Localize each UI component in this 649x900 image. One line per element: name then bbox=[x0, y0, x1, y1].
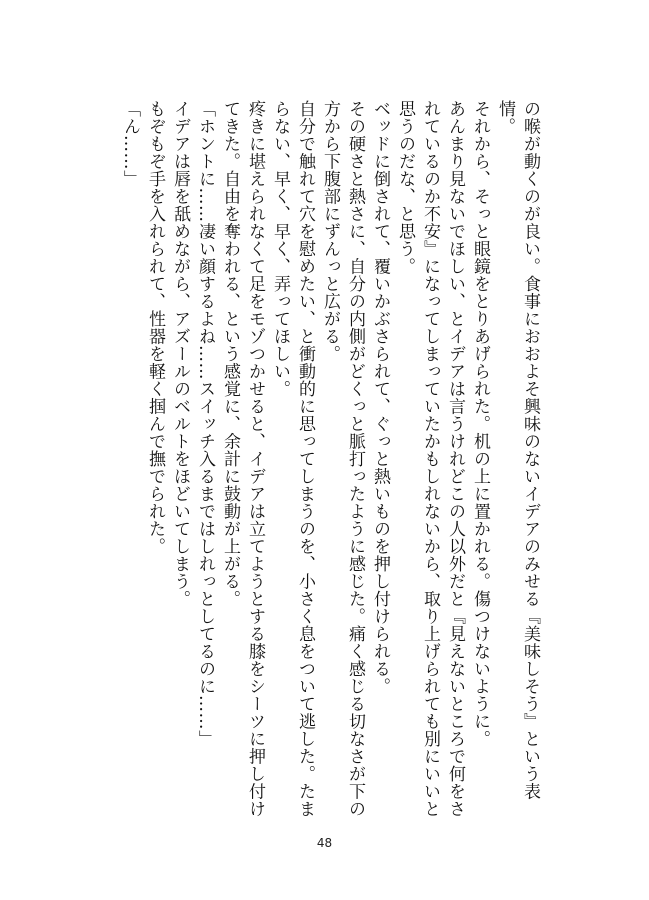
paragraph: もぞもぞ手を入れられて、性器を軽く掴んで撫でられた。 bbox=[145, 100, 165, 555]
paragraph: それから、そっと眼鏡をとりあげられた。机の上に置かれる。傷つけないように。 bbox=[470, 100, 490, 748]
paragraph: ベッドに倒されて、覆いかぶさられて、ぐっと熱いものを押し付けられる。 bbox=[370, 100, 390, 695]
dialogue-line: 「ん……」 bbox=[120, 100, 140, 188]
paragraph: あんまり見ないでほしい、とイデアは言うけれどこの人以外だと『見えないところで何をされているのか不安』になってしまっていたかもしれないから、取り上げられても別にいいと思うのだな、と思う。 bbox=[395, 100, 465, 818]
dialogue-line: 「ホントに……凄い顔するよね……スイッチ入るまではしれっとしてるのに……」 bbox=[195, 100, 215, 748]
page-number: 48 bbox=[316, 836, 333, 850]
paragraph: の喉が動くのが良い。食事におおよそ興味のないイデアのみせる『美味しそう』という表情。 bbox=[495, 100, 540, 800]
vertical-text-block bbox=[112, 100, 542, 820]
paragraph: 疼きに堪えられなくて足をモゾつかせると、イデアは立てようとする膝をシーツに押し付けてきた。自由を奪われる、という感覚に、余計に鼓動が上がる。 bbox=[220, 100, 265, 818]
paragraph: イデアは唇を舐めながら、アズールのベルトをほどいてしまう。 bbox=[170, 100, 190, 608]
paragraph: 自分で触れて穴を慰めたい、と衝動的に思ってしまうのを、小さく息をついて逃した。たまらない、早く、早く、弄ってほしい。 bbox=[270, 100, 315, 818]
paragraph: その硬さと熱さに、自分の内側がどくっと脈打ったように感じた。痛く感じる切なさが下の方から下腹部にずんっと広がる。 bbox=[320, 100, 365, 818]
